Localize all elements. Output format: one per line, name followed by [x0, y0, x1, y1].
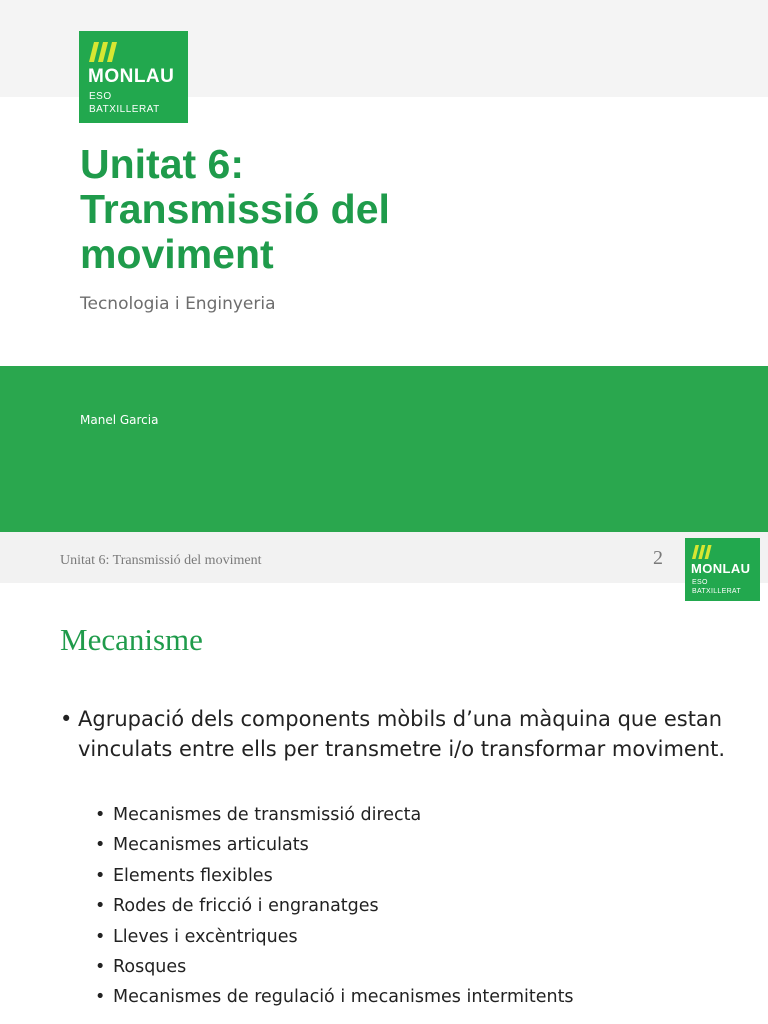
- content-slide: [0, 532, 768, 1024]
- header-title: Unitat 6: Transmissió del moviment: [60, 553, 262, 568]
- sub-bullet-item: [95, 861, 574, 891]
- sub-bullet-list: [95, 800, 574, 1013]
- sub-bullet-item: [95, 982, 574, 1012]
- sub-bullet-item: [95, 830, 574, 860]
- logo-line-batxillerat: BATXILLERAT: [692, 588, 741, 595]
- author-name: Manel Garcia: [80, 413, 159, 427]
- bullet-dot: •: [95, 926, 106, 947]
- monlau-logo-small: [685, 538, 760, 601]
- logo-brand: MONLAU: [691, 561, 751, 576]
- sub-bullet-text: Rosques: [113, 956, 187, 977]
- author-band: [0, 366, 768, 532]
- bullet-dot: •: [95, 956, 106, 977]
- sub-bullet-item: [95, 952, 574, 982]
- title-line-3: moviment: [80, 231, 274, 277]
- bullet-dot: •: [60, 707, 73, 731]
- main-bullet: [60, 704, 750, 764]
- monlau-slashes-icon: [89, 42, 119, 62]
- title-line-2: Transmissió del: [80, 186, 390, 232]
- bullet-dot: •: [95, 865, 106, 886]
- logo-line-eso: ESO: [692, 579, 708, 586]
- logo-line-batxillerat: BATXILLERAT: [89, 104, 160, 115]
- slide-subtitle: Tecnologia i Enginyeria: [80, 294, 276, 314]
- bullet-dot: •: [95, 987, 106, 1008]
- content-title: Mecanisme: [60, 622, 203, 657]
- monlau-slashes-icon: [692, 545, 713, 559]
- sub-bullet-item: [95, 800, 574, 830]
- main-bullet-text: Agrupació dels components mòbils d’una màquina que estan vinculats entre ells per transmetre i/o transformar moviment.: [78, 707, 726, 761]
- sub-bullet-text: Mecanismes de transmissió directa: [113, 805, 422, 825]
- bullet-dot: •: [95, 835, 106, 856]
- title-line-1: Unitat 6:: [80, 141, 244, 187]
- sub-bullet-item: [95, 891, 574, 921]
- sub-bullet-text: Lleves i excèntriques: [113, 926, 298, 947]
- bullet-dot: •: [95, 896, 106, 917]
- monlau-logo: [79, 31, 188, 123]
- slide-title: [80, 142, 680, 277]
- sub-bullet-text: Mecanismes de regulació i mecanismes intermitents: [113, 987, 574, 1008]
- logo-brand: MONLAU: [88, 66, 175, 87]
- page-number: 2: [653, 547, 663, 569]
- sub-bullet-text: Rodes de fricció i engranatges: [113, 896, 379, 917]
- logo-line-eso: ESO: [89, 91, 112, 102]
- bullet-dot: •: [95, 805, 106, 825]
- sub-bullet-item: [95, 922, 574, 952]
- sub-bullet-text: Elements flexibles: [113, 865, 273, 886]
- sub-bullet-text: Mecanismes articulats: [113, 835, 309, 856]
